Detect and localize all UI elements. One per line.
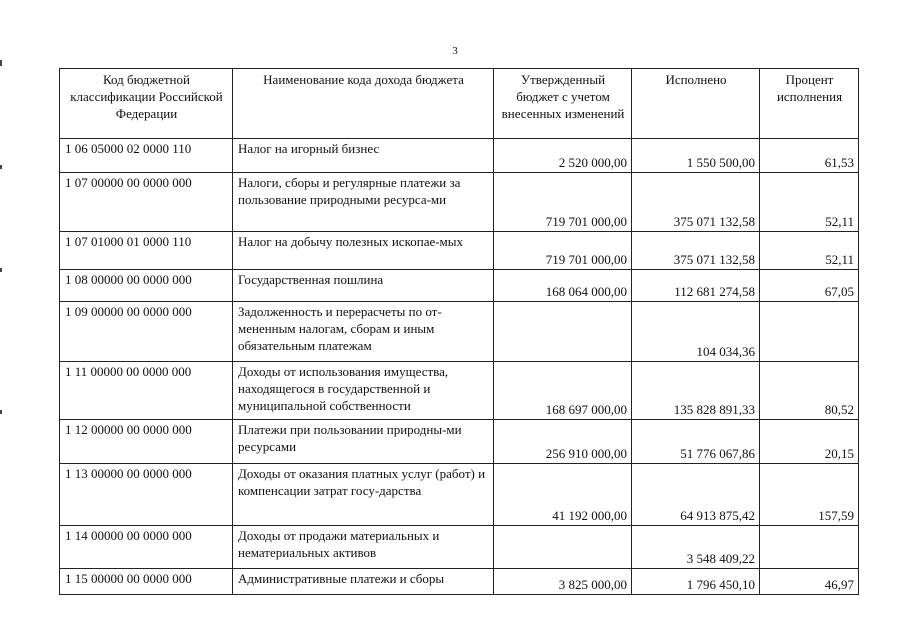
- cell-executed: 1 550 500,00: [632, 139, 760, 173]
- cell-code: 1 11 00000 00 0000 000: [60, 362, 233, 420]
- budget-execution-table: [59, 68, 859, 595]
- cell-executed: 135 828 891,33: [632, 362, 760, 420]
- cell-approved: 2 520 000,00: [494, 139, 632, 173]
- cell-approved: 168 697 000,00: [494, 362, 632, 420]
- cell-percent: 20,15: [760, 420, 859, 464]
- cell-code: 1 14 00000 00 0000 000: [60, 526, 233, 569]
- cell-name: Налоги, сборы и регулярные платежи за пользование природными ресурса-ми: [233, 173, 494, 232]
- cell-approved: 3 825 000,00: [494, 569, 632, 595]
- header-code: Код бюджетной классификации Российской Федерации: [60, 69, 233, 139]
- cell-percent: [760, 302, 859, 362]
- margin-mark: [0, 165, 2, 169]
- cell-code: 1 07 01000 01 0000 110: [60, 232, 233, 270]
- cell-percent: 157,59: [760, 464, 859, 526]
- cell-name: Доходы от оказания платных услуг (работ) и компенсации затрат госу-дарства: [233, 464, 494, 526]
- cell-name: Платежи при пользовании природны-ми ресурсами: [233, 420, 494, 464]
- header-approved: Утвержденный бюджет с учетом внесенных изменений: [494, 69, 632, 139]
- cell-name: Налог на игорный бизнес: [233, 139, 494, 173]
- cell-executed: 104 034,36: [632, 302, 760, 362]
- cell-name: Налог на добычу полезных ископае-мых: [233, 232, 494, 270]
- cell-percent: [760, 526, 859, 569]
- cell-code: 1 06 05000 02 0000 110: [60, 139, 233, 173]
- cell-name: Административные платежи и сборы: [233, 569, 494, 595]
- cell-executed: 375 071 132,58: [632, 173, 760, 232]
- cell-executed: 64 913 875,42: [632, 464, 760, 526]
- cell-approved: 256 910 000,00: [494, 420, 632, 464]
- cell-percent: 46,97: [760, 569, 859, 595]
- cell-code: 1 15 00000 00 0000 000: [60, 569, 233, 595]
- cell-percent: 80,52: [760, 362, 859, 420]
- cell-code: 1 08 00000 00 0000 000: [60, 270, 233, 302]
- cell-name: Доходы от продажи материальных и нематериальных активов: [233, 526, 494, 569]
- cell-executed: 3 548 409,22: [632, 526, 760, 569]
- cell-name: Задолженность и перерасчеты по от-мененным налогам, сборам и иным обязательным платежам: [233, 302, 494, 362]
- table-row: [60, 302, 859, 362]
- cell-code: 1 09 00000 00 0000 000: [60, 302, 233, 362]
- table-header-row: [60, 69, 859, 139]
- table-row: [60, 232, 859, 270]
- cell-executed: 375 071 132,58: [632, 232, 760, 270]
- cell-approved: 719 701 000,00: [494, 232, 632, 270]
- margin-mark: [0, 410, 2, 414]
- cell-percent: 52,11: [760, 232, 859, 270]
- table-row: [60, 139, 859, 173]
- cell-code: 1 07 00000 00 0000 000: [60, 173, 233, 232]
- header-percent: Процент исполнения: [760, 69, 859, 139]
- cell-code: 1 12 00000 00 0000 000: [60, 420, 233, 464]
- table-row: [60, 526, 859, 569]
- cell-approved: 41 192 000,00: [494, 464, 632, 526]
- cell-approved: [494, 526, 632, 569]
- table-row: [60, 420, 859, 464]
- table-row: [60, 362, 859, 420]
- cell-approved: 168 064 000,00: [494, 270, 632, 302]
- cell-percent: 67,05: [760, 270, 859, 302]
- header-executed: Исполнено: [632, 69, 760, 139]
- table-row: [60, 569, 859, 595]
- margin-mark: [0, 268, 2, 272]
- cell-percent: 52,11: [760, 173, 859, 232]
- page-number: 3: [452, 45, 458, 57]
- header-name: Наименование кода дохода бюджета: [233, 69, 494, 139]
- cell-name: Доходы от использования имущества, находящегося в государственной и муниципальной собственности: [233, 362, 494, 420]
- cell-executed: 1 796 450,10: [632, 569, 760, 595]
- cell-approved: [494, 302, 632, 362]
- cell-percent: 61,53: [760, 139, 859, 173]
- cell-executed: 51 776 067,86: [632, 420, 760, 464]
- margin-mark: [0, 60, 2, 66]
- table-row: [60, 270, 859, 302]
- table-row: [60, 464, 859, 526]
- cell-name: Государственная пошлина: [233, 270, 494, 302]
- table-row: [60, 173, 859, 232]
- cell-executed: 112 681 274,58: [632, 270, 760, 302]
- cell-approved: 719 701 000,00: [494, 173, 632, 232]
- cell-code: 1 13 00000 00 0000 000: [60, 464, 233, 526]
